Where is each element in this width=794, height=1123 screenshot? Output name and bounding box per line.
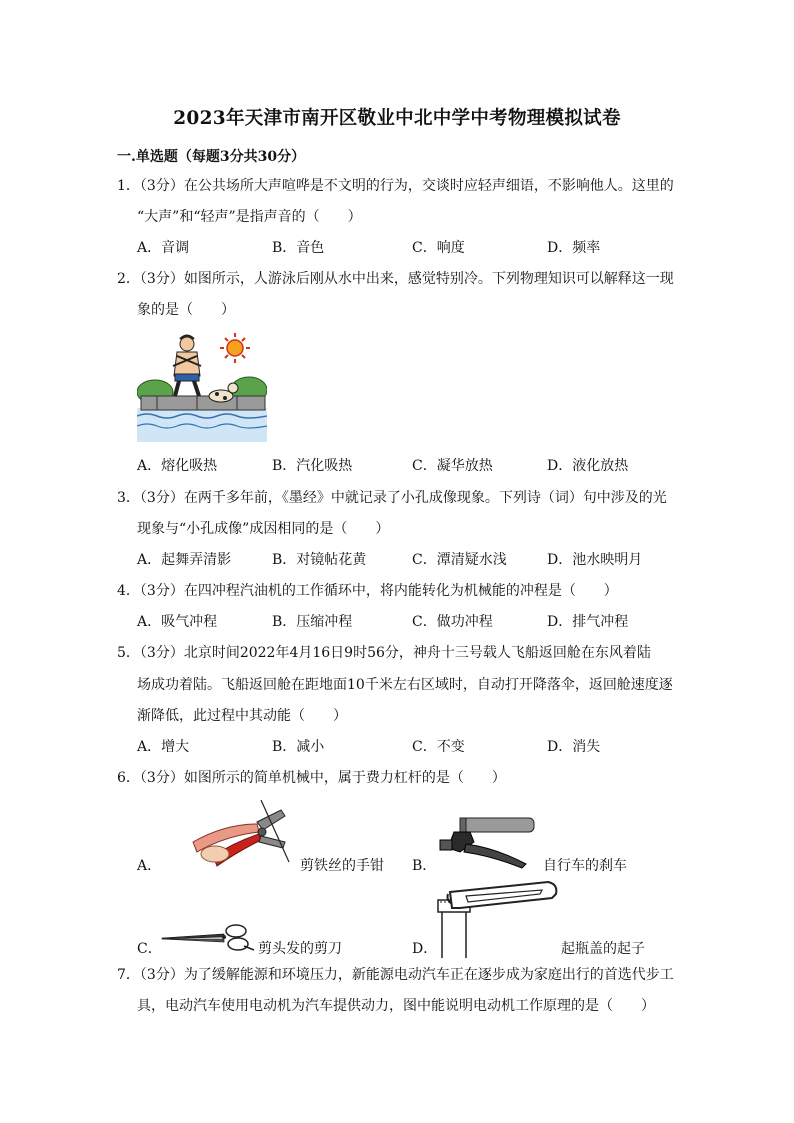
question-7-text-cont: 具，电动汽车使用电动机为汽车提供动力，图中能说明电动机工作原理的是（ ） bbox=[137, 998, 655, 1014]
q3-option-d[interactable]: D．池水映明月 bbox=[547, 552, 643, 568]
q4-option-d[interactable]: D．排气冲程 bbox=[547, 614, 629, 630]
question-6-text: 6．（3分）如图所示的简单机械中，属于费力杠杆的是（ ） bbox=[117, 770, 506, 786]
question-5-text-cont: 场成功着陆。飞船返回舱在距地面10千米左右区域时，自动打开降落伞，返回舱速度逐 bbox=[137, 677, 673, 693]
q6-option-a-caption: 剪铁丝的手钳 bbox=[300, 858, 384, 874]
q6-option-b-caption: 自行车的刹车 bbox=[543, 858, 627, 874]
q3-option-c[interactable]: C．潭清疑水浅 bbox=[412, 552, 507, 568]
q3-option-a[interactable]: A．起舞弄清影 bbox=[137, 552, 232, 568]
question-3-text-cont: 现象与“小孔成像”成因相同的是（ ） bbox=[137, 521, 390, 537]
question-4-text: 4．（3分）在四冲程汽油机的工作循环中，将内能转化为机械能的冲程是（ ） bbox=[117, 583, 618, 599]
q6-option-b[interactable]: B． bbox=[412, 858, 437, 874]
q2-option-a[interactable]: A．熔化吸热 bbox=[137, 458, 218, 474]
question-1-text: 1．（3分）在公共场所大声喧哗是不文明的行为，交谈时应轻声细语，不影响他人。这里的 bbox=[117, 178, 674, 194]
q5-option-d[interactable]: D．消失 bbox=[547, 739, 601, 755]
bottle-opener-figure bbox=[436, 878, 560, 958]
pliers-figure bbox=[185, 794, 293, 876]
question-3-text: 3．（3分）在两千多年前，《墨经》中就记录了小孔成像现象。下列诗（词）句中涉及的光 bbox=[117, 490, 667, 506]
q4-option-a[interactable]: A．吸气冲程 bbox=[137, 614, 218, 630]
q1-option-c[interactable]: C．响度 bbox=[412, 240, 465, 256]
q1-option-b[interactable]: B．音色 bbox=[272, 240, 325, 256]
q5-option-a[interactable]: A．增大 bbox=[137, 739, 190, 755]
question-1-text-cont: “大声”和“轻声”是指声音的（ ） bbox=[137, 209, 362, 225]
question-5-text: 5．（3分）北京时间2022年4月16日9时56分，神舟十三号载人飞船返回舱在东风着陆 bbox=[117, 645, 651, 661]
question-5-text-cont-2: 渐降低，此过程中其动能（ ） bbox=[137, 708, 347, 724]
bike-brake-figure bbox=[430, 814, 538, 872]
q2-option-b[interactable]: B．汽化吸热 bbox=[272, 458, 353, 474]
exam-title: 2023年天津市南开区敬业中北中学中考物理模拟试卷 bbox=[173, 108, 621, 129]
question-2-text-cont: 象的是（ ） bbox=[137, 302, 235, 318]
q6-option-d-caption: 起瓶盖的起子 bbox=[561, 941, 645, 957]
swimmer-figure bbox=[137, 330, 267, 442]
q1-option-a[interactable]: A．音调 bbox=[137, 240, 190, 256]
q3-option-b[interactable]: B．对镜帖花黄 bbox=[272, 552, 367, 568]
section-heading: 一.单选题（每题3分共30分） bbox=[117, 149, 306, 165]
q6-option-c[interactable]: C． bbox=[137, 941, 162, 957]
question-2-text: 2．（3分）如图所示，人游泳后刚从水中出来，感觉特别冷。下列物理知识可以解释这一现 bbox=[117, 271, 674, 287]
q6-option-d[interactable]: D． bbox=[412, 941, 438, 957]
q6-option-c-caption: 剪头发的剪刀 bbox=[258, 941, 342, 957]
q6-option-a[interactable]: A． bbox=[137, 858, 162, 874]
q2-option-d[interactable]: D．液化放热 bbox=[547, 458, 629, 474]
q2-option-c[interactable]: C．凝华放热 bbox=[412, 458, 493, 474]
scissors-figure bbox=[160, 920, 256, 954]
q5-option-c[interactable]: C．不变 bbox=[412, 739, 465, 755]
q4-option-b[interactable]: B．压缩冲程 bbox=[272, 614, 353, 630]
q4-option-c[interactable]: C．做功冲程 bbox=[412, 614, 493, 630]
question-7-text: 7．（3分）为了缓解能源和环境压力，新能源电动汽车正在逐步成为家庭出行的首选代步工 bbox=[117, 967, 674, 983]
q5-option-b[interactable]: B．减小 bbox=[272, 739, 325, 755]
q1-option-d[interactable]: D．频率 bbox=[547, 240, 601, 256]
